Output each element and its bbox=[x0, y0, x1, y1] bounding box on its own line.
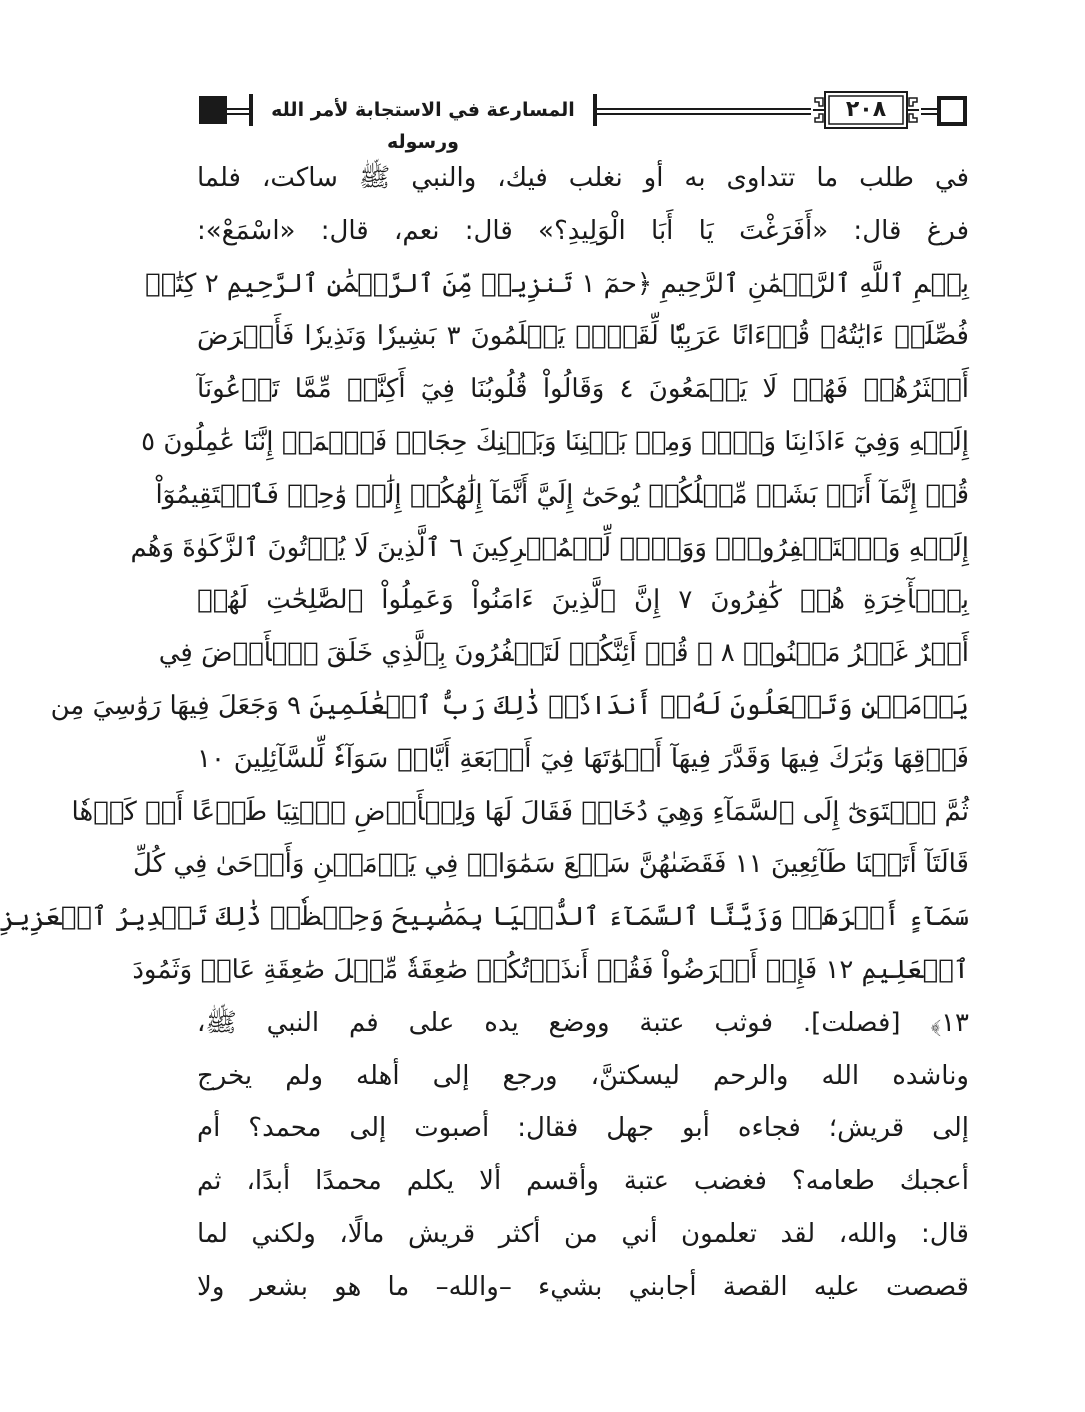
text-line: قال: والله، لقد تعلمون أني من أكثر قريش مالًا، ولكني لما bbox=[197, 1218, 969, 1249]
running-title: المسارعة في الاستجابة لأمر الله ورسوله bbox=[249, 94, 597, 126]
quran-line: إِلَيۡهِ وَفِيٓ ءَاذَانِنَا وَقۡرٞ وَمِنۢ بَيۡنِنَا وَبَيۡنِكَ حِجَابٞ فَٱعۡمَلۡ إِنَّنَا عَٰمِلُونَ ٥ bbox=[141, 426, 969, 457]
quran-line: قَالَتَآ أَتَيۡنَا طَآئِعِينَ ١١ فَقَضَىٰهُنَّ سَبۡعَ سَمَٰوَاتٖ فِي يَوۡمَيۡنِ وَأَوۡحَىٰ فِي كُلِّ bbox=[133, 849, 969, 880]
quran-line: ٱلۡعَلِيمِ ١٢ فَإِنۡ أَعۡرَضُواْ فَقُلۡ أَنذَرۡتُكُمۡ صَٰعِقَةٗ مِّثۡلَ صَٰعِقَةِ عَادٖ وَثَمُودَ bbox=[132, 954, 969, 985]
page-number: ٢٠٨ bbox=[845, 97, 887, 122]
quran-line: بِسۡمِ ٱللَّهِ ٱلرَّحۡمَٰنِ ٱلرَّحِيمِ ﴿حمٓ ١ تَنزِيلٞ مِّنَ ٱلرَّحۡمَٰنِ ٱلرَّحِيمِ ٢ كِتَٰبٞ bbox=[145, 268, 969, 299]
quran-line: فُصِّلَتۡ ءَايَٰتُهُۥ قُرۡءَانًا عَرَبِيّٗا لِّقَوۡمٖ يَعۡلَمُونَ ٣ بَشِيرٗا وَنَذِيرٗا فَأَعۡرَضَ bbox=[197, 321, 969, 352]
text-line: أعجبك طعامه؟ فغضب عتبة وأقسم ألا يكلم محمدًا أبدًا، ثم bbox=[197, 1166, 969, 1197]
header-ornament-left bbox=[199, 96, 227, 124]
quran-line: فَوۡقِهَا وَبَٰرَكَ فِيهَا وَقَدَّرَ فِيهَآ أَقۡوَٰتَهَا فِيٓ أَرۡبَعَةِ أَيَّامٖ سَوَآءٗ لِّلسَّآئِلِينَ ١٠ bbox=[197, 743, 969, 774]
quran-line: يَوۡمَيۡنِ وَتَجۡعَلُونَ لَهُۥٓ أَندَادٗاۚ ذَٰلِكَ رَبُّ ٱلۡعَٰلَمِينَ ٩ وَجَعَلَ فِيهَا رَوَٰسِيَ مِن bbox=[50, 690, 969, 721]
quran-line: إِلَيۡهِ وَٱسۡتَغۡفِرُوهُۗ وَوَيۡلٞ لِّلۡمُشۡرِكِينَ ٦ ٱلَّذِينَ لَا يُؤۡتُونَ ٱلزَّكَوٰةَ وَهُم bbox=[130, 532, 969, 563]
text-line: قصصت عليه القصة أجابني بشيء –والله– ما هو بشعر ولا bbox=[197, 1271, 969, 1302]
quran-line: أَجۡرٌ غَيۡرُ مَمۡنُونٖ ٨ ۞ قُلۡ أَئِنَّكُمۡ لَتَكۡفُرُونَ بِٱلَّذِي خَلَقَ ٱلۡأَرۡضَ فِي bbox=[158, 638, 969, 669]
text-line: إلى قريش؛ فجاءه أبو جهل فقال: أصبوت إلى محمد؟ أم bbox=[197, 1113, 969, 1144]
quran-line: بِٱلۡأٓخِرَةِ هُمۡ كَٰفِرُونَ ٧ إِنَّ ٱلَّذِينَ ءَامَنُواْ وَعَمِلُواْ ٱلصَّٰلِحَٰتِ لَهُمۡ bbox=[197, 585, 969, 616]
quran-line: قُلۡ إِنَّمَآ أَنَا۠ بَشَرٞ مِّثۡلُكُمۡ يُوحَىٰٓ إِلَيَّ أَنَّمَآ إِلَٰهُكُمۡ إِلَٰهٞ وَٰحِدٞ فَٱسۡتَقِيمُوٓاْ bbox=[155, 479, 969, 510]
text-line: ١٣﴾ [فصلت]. فوثب عتبة ووضع يده على فم النبي ﷺ، bbox=[197, 1007, 969, 1038]
quran-line: أَكۡثَرُهُمۡ فَهُمۡ لَا يَسۡمَعُونَ ٤ وَقَالُواْ قُلُوبُنَا فِيٓ أَكِنَّةٖ مِّمَّا تَدۡعُونَآ bbox=[197, 374, 969, 405]
quran-line: ثُمَّ ٱسۡتَوَىٰٓ إِلَى ٱلسَّمَآءِ وَهِيَ دُخَانٞ فَقَالَ لَهَا وَلِلۡأَرۡضِ ٱئۡتِيَا طَوۡعًا أَوۡ كَرۡهٗا bbox=[71, 796, 969, 827]
text-line: في طلب ما تتداوى به أو نغلب فيك، والنبي ﷺ ساكت، فلما bbox=[197, 163, 969, 193]
text-line: وناشده الله والرحم ليسكتنَّ، ورجع إلى أهله ولم يخرج bbox=[197, 1060, 969, 1091]
header-ornament-right bbox=[937, 96, 967, 126]
quran-line: سَمَآءٍ أَمۡرَهَاۚ وَزَيَّنَّا ٱلسَّمَآءَ ٱلدُّنۡيَا بِمَصَٰبِيحَ وَحِفۡظٗاۚ ذَٰلِكَ تَقۡدِيرُ ٱلۡعَزِيزِ bbox=[0, 902, 969, 933]
page-body bbox=[0, 152, 969, 1314]
page-header bbox=[199, 88, 967, 153]
text-line: فرغ قال: «أَفَرَغْتَ يَا أَبَا الْوَلِيدِ؟» قال: نعم، قال: «اسْمَعْ»: bbox=[197, 215, 969, 246]
page-number-frame bbox=[811, 88, 921, 132]
